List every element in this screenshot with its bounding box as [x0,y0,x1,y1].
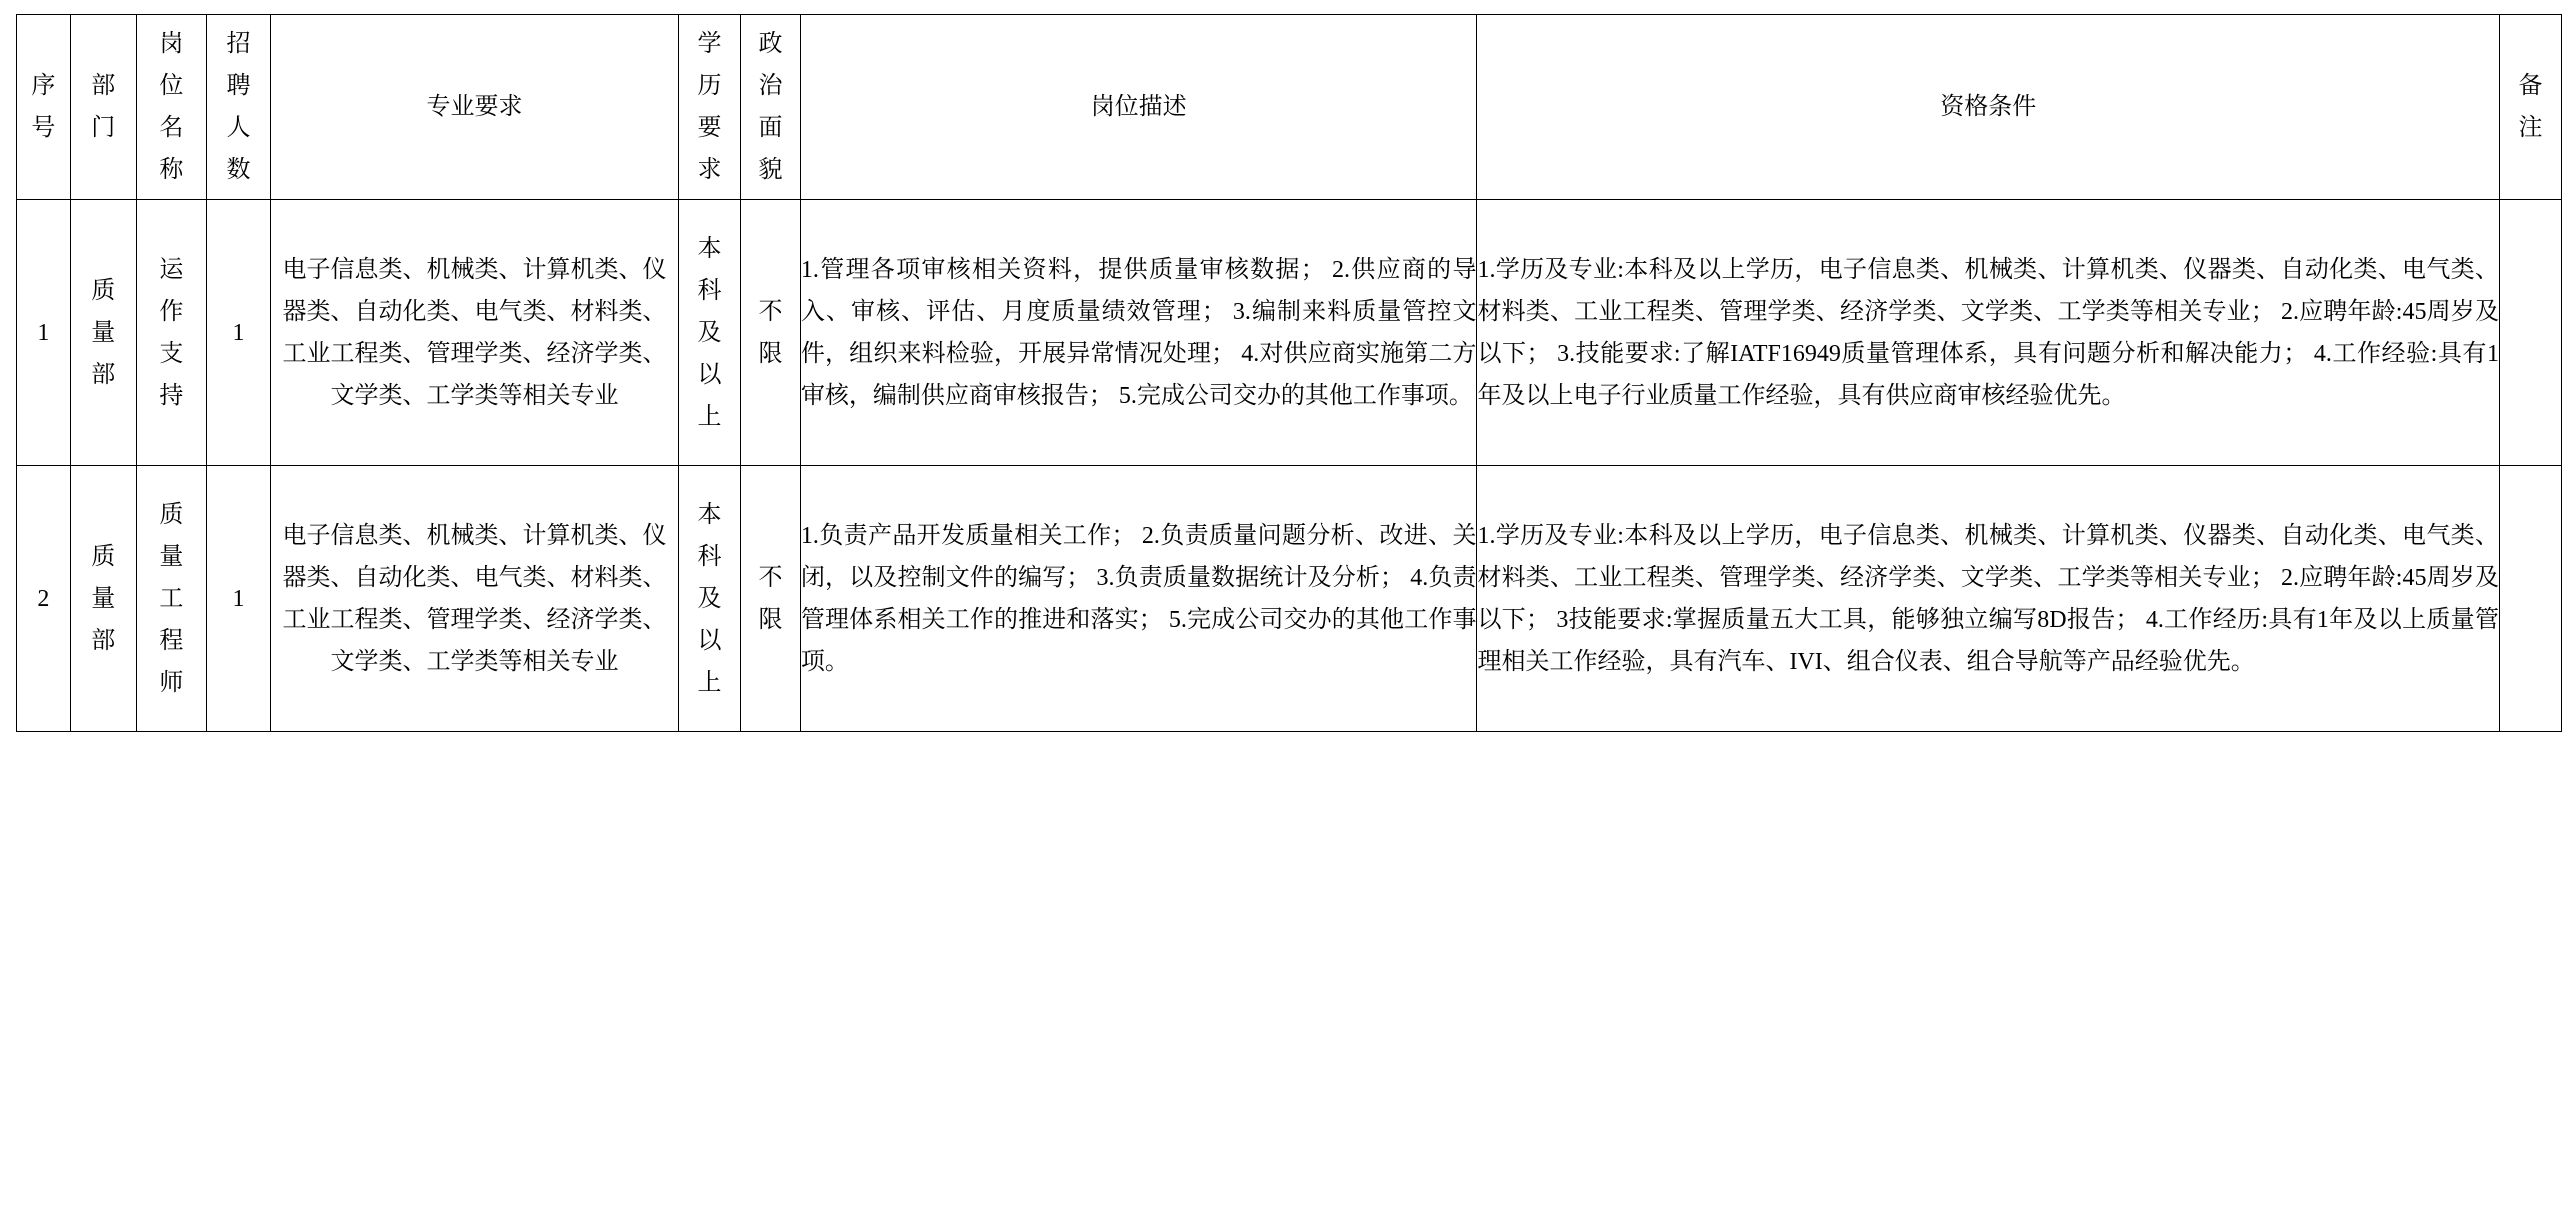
column-header-remark: 备 注 [2499,15,2561,200]
table-row [17,466,2562,732]
cell-major: 电子信息类、机械类、计算机类、仪器类、自动化类、电气类、材料类、工业工程类、管理学类、经济学类、文学类、工学类等相关专业 [271,200,679,466]
cell-edu: 本 科 及 以 上 [679,200,741,466]
table-header [17,15,2562,200]
cell-description: 1.管理各项审核相关资料，提供质量审核数据； 2.供应商的导入、审核、评估、月度质量绩效管理； 3.编制来料质量管控文件，组织来料检验，开展异常情况处理； 4.对供应商实施第二方审核，编制供应商审核报告； 5.完成公司交办的其他工作事项。 [800,200,1477,466]
column-header-major-text: 专业要求 [426,94,523,120]
cell-politics: 不 限 [741,200,801,466]
column-header-qualification-text: 资格条件 [1940,94,2037,120]
cell-remark [2499,200,2561,466]
cell-num: 1 [207,200,271,466]
cell-dept: 质 量 部 [70,200,136,466]
cell-remark [2499,466,2561,732]
column-header-dept: 部 门 [70,15,136,200]
cell-no: 1 [17,200,71,466]
column-header-num: 招 聘 人 数 [207,15,271,200]
recruitment-table [16,14,2562,732]
column-header-major [271,15,679,200]
cell-dept: 质 量 部 [70,466,136,732]
cell-description: 1.负责产品开发质量相关工作； 2.负责质量问题分析、改进、关闭，以及控制文件的编写； 3.负责质量数据统计及分析； 4.负责管理体系相关工作的推进和落实； 5.完成公司交办的其他工作事项。 [800,466,1477,732]
cell-post: 运 作 支 持 [136,200,206,466]
column-header-description-text: 岗位描述 [1090,94,1187,120]
cell-qualification: 1.学历及专业:本科及以上学历，电子信息类、机械类、计算机类、仪器类、自动化类、电气类、材料类、工业工程类、管理学类、经济学类、文学类、工学类等相关专业； 2.应聘年龄:45周岁及以下； 3技能要求:掌握质量五大工具，能够独立编写8D报告； 4.工作经历:具有1年及以上质量管理相关工作经验，具有汽车、IVI、组合仪表、组合导航等产品经验优先。 [1477,466,2500,732]
column-header-qualification [1477,15,2500,200]
column-header-description [800,15,1477,200]
cell-qualification: 1.学历及专业:本科及以上学历，电子信息类、机械类、计算机类、仪器类、自动化类、电气类、材料类、工业工程类、管理学类、经济学类、文学类、工学类等相关专业； 2.应聘年龄:45周岁及以下； 3.技能要求:了解IATF16949质量管理体系，具有问题分析和解决能力； 4.工作经验:具有1年及以上电子行业质量工作经验，具有供应商审核经验优先。 [1477,200,2500,466]
cell-major: 电子信息类、机械类、计算机类、仪器类、自动化类、电气类、材料类、工业工程类、管理学类、经济学类、文学类、工学类等相关专业 [271,466,679,732]
column-header-politics: 政 治 面 貌 [741,15,801,200]
column-header-edu: 学 历 要 求 [679,15,741,200]
table-header-row [17,15,2562,200]
cell-post: 质 量 工 程 师 [136,466,206,732]
cell-edu: 本 科 及 以 上 [679,466,741,732]
cell-no: 2 [17,466,71,732]
column-header-post: 岗 位 名 称 [136,15,206,200]
cell-politics: 不 限 [741,466,801,732]
cell-num: 1 [207,466,271,732]
table-body [17,200,2562,732]
table-row [17,200,2562,466]
column-header-no: 序 号 [17,15,71,200]
